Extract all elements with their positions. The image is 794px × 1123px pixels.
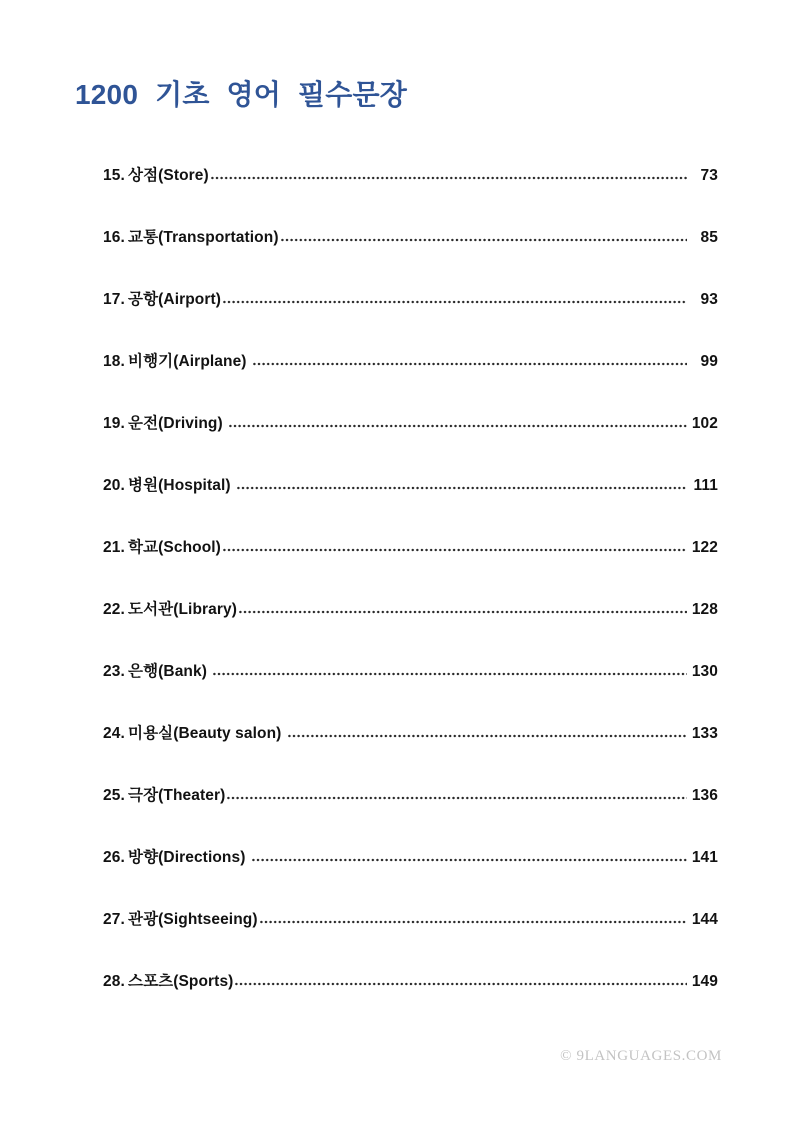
toc-entry-number: 23. bbox=[103, 663, 125, 680]
toc-entry-label: 미용실(Beauty salon) bbox=[128, 725, 286, 742]
toc-entry[interactable] bbox=[103, 659, 718, 680]
toc-entry-number: 25. bbox=[103, 787, 125, 804]
toc-dot-leader bbox=[260, 920, 687, 924]
toc-entry[interactable] bbox=[103, 845, 718, 866]
toc-entry[interactable] bbox=[103, 535, 718, 556]
toc-entry-page: 73 bbox=[700, 167, 718, 184]
toc-entry-page: 149 bbox=[691, 973, 718, 990]
toc-dot-leader bbox=[235, 982, 687, 986]
page-title: 1200 기초 영어 필수문장 bbox=[75, 79, 408, 110]
toc-entry-label: 운전(Driving) bbox=[128, 415, 228, 432]
toc-entry-number: 16. bbox=[103, 229, 125, 246]
toc-dot-leader bbox=[239, 610, 687, 614]
toc-entry-number: 17. bbox=[103, 291, 125, 308]
toc-entry-page: 93 bbox=[700, 291, 718, 308]
toc-entry-page: 141 bbox=[691, 849, 718, 866]
toc-entry-number: 22. bbox=[103, 601, 125, 618]
toc-entry-label: 도서관(Library) bbox=[128, 601, 237, 618]
toc-entry-label: 상점(Store) bbox=[128, 167, 209, 184]
toc-entry-page: 133 bbox=[691, 725, 718, 742]
toc-dot-leader bbox=[281, 238, 687, 242]
toc-entry-label: 스포츠(Sports) bbox=[128, 973, 234, 990]
toc-entry-page: 111 bbox=[693, 477, 718, 494]
toc-entry[interactable] bbox=[103, 349, 718, 370]
toc-entry-number: 19. bbox=[103, 415, 125, 432]
toc-entry[interactable] bbox=[103, 969, 718, 990]
toc-entry-label: 관광(Sightseeing) bbox=[128, 911, 258, 928]
toc-dot-leader bbox=[211, 176, 687, 180]
toc-entry-page: 99 bbox=[700, 353, 718, 370]
toc-entry-page: 122 bbox=[691, 539, 718, 556]
toc-entry[interactable] bbox=[103, 287, 718, 308]
toc-entry-number: 28. bbox=[103, 973, 125, 990]
toc-entry-label: 은행(Bank) bbox=[128, 663, 212, 680]
toc-entry-number: 15. bbox=[103, 167, 125, 184]
toc-entry-page: 136 bbox=[691, 787, 718, 804]
toc-dot-leader bbox=[253, 362, 687, 366]
toc-dot-leader bbox=[252, 858, 687, 862]
toc-entry[interactable] bbox=[103, 597, 718, 618]
toc-entry-number: 21. bbox=[103, 539, 125, 556]
toc-entry-number: 27. bbox=[103, 911, 125, 928]
toc-dot-leader bbox=[223, 548, 687, 552]
toc-dot-leader bbox=[213, 672, 687, 676]
toc-entry-label: 비행기(Airplane) bbox=[128, 353, 251, 370]
toc-dot-leader bbox=[288, 734, 687, 738]
toc-entry[interactable] bbox=[103, 721, 718, 742]
toc-entry-page: 128 bbox=[691, 601, 718, 618]
toc-entry[interactable] bbox=[103, 473, 718, 494]
toc-entry-page: 130 bbox=[691, 663, 718, 680]
toc-entry-page: 102 bbox=[691, 415, 718, 432]
toc-dot-leader bbox=[223, 300, 687, 304]
toc-entry-label: 학교(School) bbox=[128, 539, 221, 556]
toc-entry[interactable] bbox=[103, 783, 718, 804]
toc-entry[interactable] bbox=[103, 907, 718, 928]
footer-copyright: © 9LANGUAGES.COM bbox=[560, 1048, 722, 1064]
toc-entry-number: 26. bbox=[103, 849, 125, 866]
toc-dot-leader bbox=[227, 796, 687, 800]
table-of-contents bbox=[103, 163, 718, 1031]
toc-entry-number: 20. bbox=[103, 477, 125, 494]
toc-entry-number: 24. bbox=[103, 725, 125, 742]
toc-entry[interactable] bbox=[103, 163, 718, 184]
toc-entry-page: 144 bbox=[691, 911, 718, 928]
toc-entry-number: 18. bbox=[103, 353, 125, 370]
toc-entry-label: 교통(Transportation) bbox=[128, 229, 279, 246]
toc-entry-label: 공항(Airport) bbox=[128, 291, 222, 308]
toc-dot-leader bbox=[229, 424, 687, 428]
toc-entry[interactable] bbox=[103, 225, 718, 246]
toc-entry-label: 병원(Hospital) bbox=[128, 477, 236, 494]
toc-entry-page: 85 bbox=[700, 229, 718, 246]
toc-dot-leader bbox=[237, 486, 687, 490]
toc-entry-label: 극장(Theater) bbox=[128, 787, 226, 804]
toc-entry-label: 방향(Directions) bbox=[128, 849, 250, 866]
toc-entry[interactable] bbox=[103, 411, 718, 432]
